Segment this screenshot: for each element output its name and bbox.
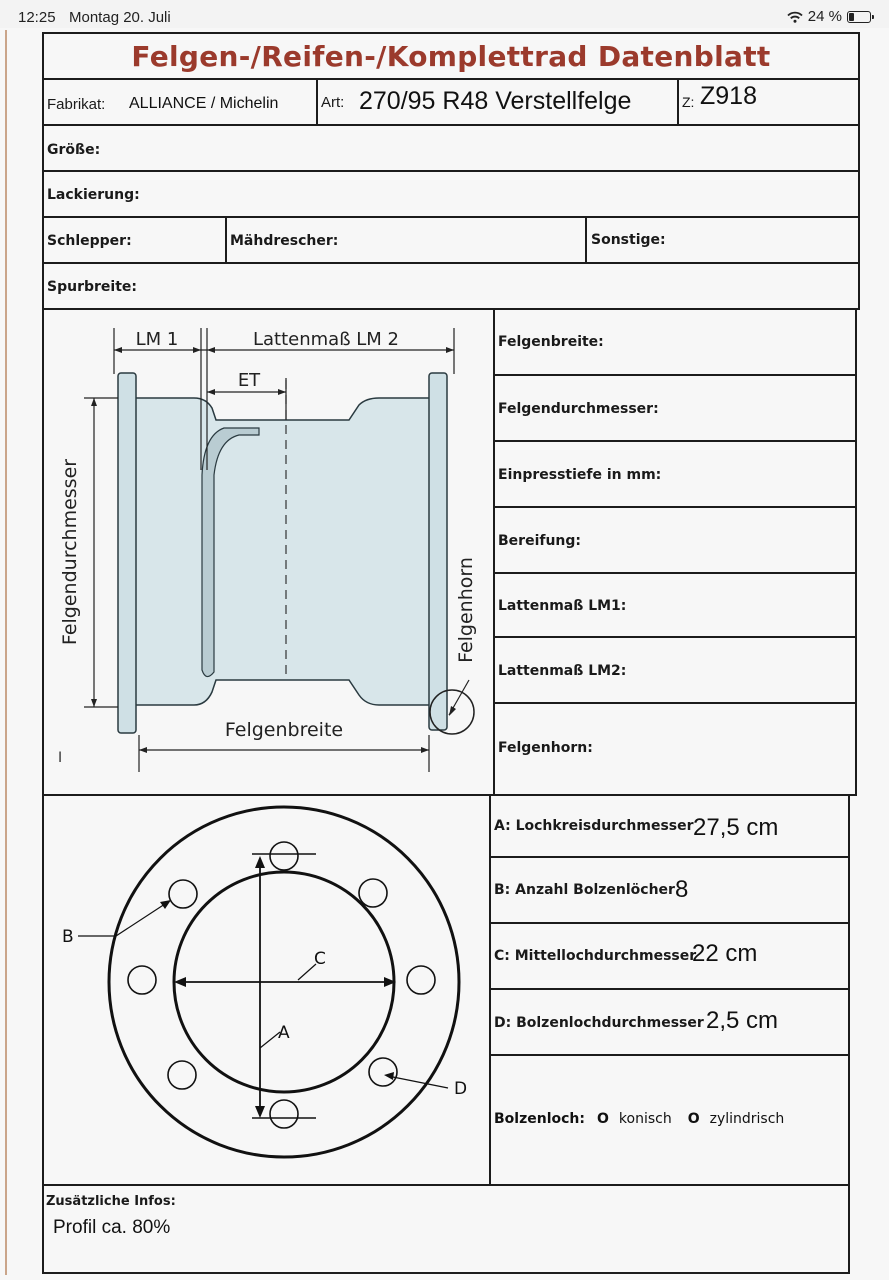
rim-cross-section-diagram	[44, 310, 492, 794]
groesse-row	[42, 124, 860, 172]
dimension-d-label: D	[454, 1079, 468, 1099]
lm2-label: Lattenmaß LM 2	[252, 329, 400, 350]
bolt-hole	[270, 842, 298, 870]
bolzenloecher-label: B: Anzahl Bolzenlöcher	[494, 882, 675, 898]
dimension-c-label: C	[314, 949, 326, 969]
zylindrisch-option-marker[interactable]: O	[687, 1111, 700, 1127]
konisch-option-label: konisch	[618, 1111, 672, 1127]
einpresstiefe-field: Einpresstiefe in mm:	[498, 467, 662, 483]
bolt-hole	[369, 1058, 397, 1086]
extra-info-label: Zusätzliche Infos:	[46, 1194, 176, 1209]
lackierung-row	[42, 170, 860, 218]
fabrikat-value: ALLIANCE / Michelin	[129, 95, 279, 112]
diameter-label: Felgendurchmesser	[59, 458, 81, 646]
spurbreite-row	[42, 262, 860, 310]
status-time: 12:25	[18, 9, 56, 26]
wifi-icon	[787, 11, 803, 23]
dimension-a-leader	[260, 1032, 280, 1048]
z-value: Z918	[700, 82, 757, 110]
bolzenloch-durchmesser-value: 2,5 cm	[706, 1007, 779, 1034]
arrow	[114, 347, 122, 353]
schlepper-label: Schlepper:	[47, 233, 132, 249]
felgendurchmesser-field: Felgendurchmesser:	[498, 401, 659, 417]
konisch-option-marker[interactable]: O	[596, 1111, 609, 1127]
status-right	[787, 8, 871, 25]
groesse-label: Größe:	[47, 142, 101, 158]
sonstige-label: Sonstige:	[591, 232, 666, 248]
horn-label: Felgenhorn	[455, 557, 477, 663]
status-date: Montag 20. Juli	[69, 9, 171, 26]
lm1-label: LM 1	[135, 329, 179, 350]
bolzenloecher-value: 8	[675, 876, 689, 903]
page-title: Felgen-/Reifen-/Komplettrad Datenblatt	[131, 39, 771, 73]
arrow	[446, 347, 454, 353]
bolt-hole	[168, 1061, 196, 1089]
arrow	[255, 1106, 265, 1118]
bolt-hole	[270, 1100, 298, 1128]
lochkreis-value: 27,5 cm	[693, 814, 779, 841]
dimension-a-label: A	[278, 1023, 290, 1043]
art-value: 270/95 R48 Verstellfelge	[359, 87, 632, 115]
dimension-b-label: B	[62, 927, 74, 947]
status-bar	[0, 0, 889, 30]
arrow	[139, 747, 147, 753]
arrow	[193, 347, 201, 353]
arrow	[91, 398, 97, 406]
felgenhorn-field: Felgenhorn:	[498, 740, 593, 756]
bolt-circle-diagram	[44, 796, 488, 1184]
arrow	[255, 856, 265, 868]
mittelloch-label: C: Mittellochdurchmesser	[494, 948, 697, 964]
bolt-hole	[169, 880, 197, 908]
fabrikat-label: Fabrikat:	[47, 96, 106, 113]
rim-left-flange	[118, 373, 136, 733]
arrow	[421, 747, 429, 753]
felgenbreite-field: Felgenbreite:	[498, 334, 604, 350]
battery-icon	[847, 11, 871, 23]
bolzenloch-options	[494, 1111, 784, 1127]
rim-right-flange	[429, 373, 447, 730]
lattenmass-lm1-field: Lattenmaß LM1:	[498, 598, 627, 614]
extra-info-value: Profil ca. 80%	[53, 1217, 171, 1238]
art-label: Art:	[321, 94, 345, 111]
bolzenloch-label: Bolzenloch:	[494, 1111, 585, 1127]
arrow	[207, 389, 215, 395]
arrow	[174, 977, 186, 987]
arrow	[278, 389, 286, 395]
arrow	[160, 900, 171, 909]
sheet-edge	[5, 30, 7, 1275]
rim-body	[119, 398, 436, 705]
mark-label: I	[58, 750, 63, 766]
maehdrescher-label: Mähdrescher:	[230, 233, 339, 249]
et-label: ET	[237, 370, 261, 391]
zylindrisch-option-label: zylindrisch	[709, 1111, 785, 1127]
dimension-d-leader	[388, 1076, 448, 1088]
arrow	[384, 1072, 394, 1080]
lattenmass-lm2-field: Lattenmaß LM2:	[498, 663, 627, 679]
spurbreite-label: Spurbreite:	[47, 279, 137, 295]
z-label: Z:	[682, 94, 695, 110]
bolt-hole	[407, 966, 435, 994]
arrow	[449, 706, 456, 716]
bolt-hole	[128, 966, 156, 994]
bolzenloch-durchmesser-label: D: Bolzenlochdurchmesser	[494, 1015, 704, 1031]
dimension-b-leader-2	[116, 902, 168, 936]
mittelloch-value: 22 cm	[692, 940, 758, 967]
lochkreis-label: A: Lochkreisdurchmesser	[494, 818, 694, 834]
bereifung-field: Bereifung:	[498, 533, 582, 549]
width-label: Felgenbreite	[224, 719, 344, 741]
lackierung-label: Lackierung:	[47, 187, 140, 203]
arrow	[207, 347, 215, 353]
arrow	[91, 699, 97, 707]
bolt-hole	[359, 879, 387, 907]
battery-percent: 24 %	[807, 8, 842, 25]
